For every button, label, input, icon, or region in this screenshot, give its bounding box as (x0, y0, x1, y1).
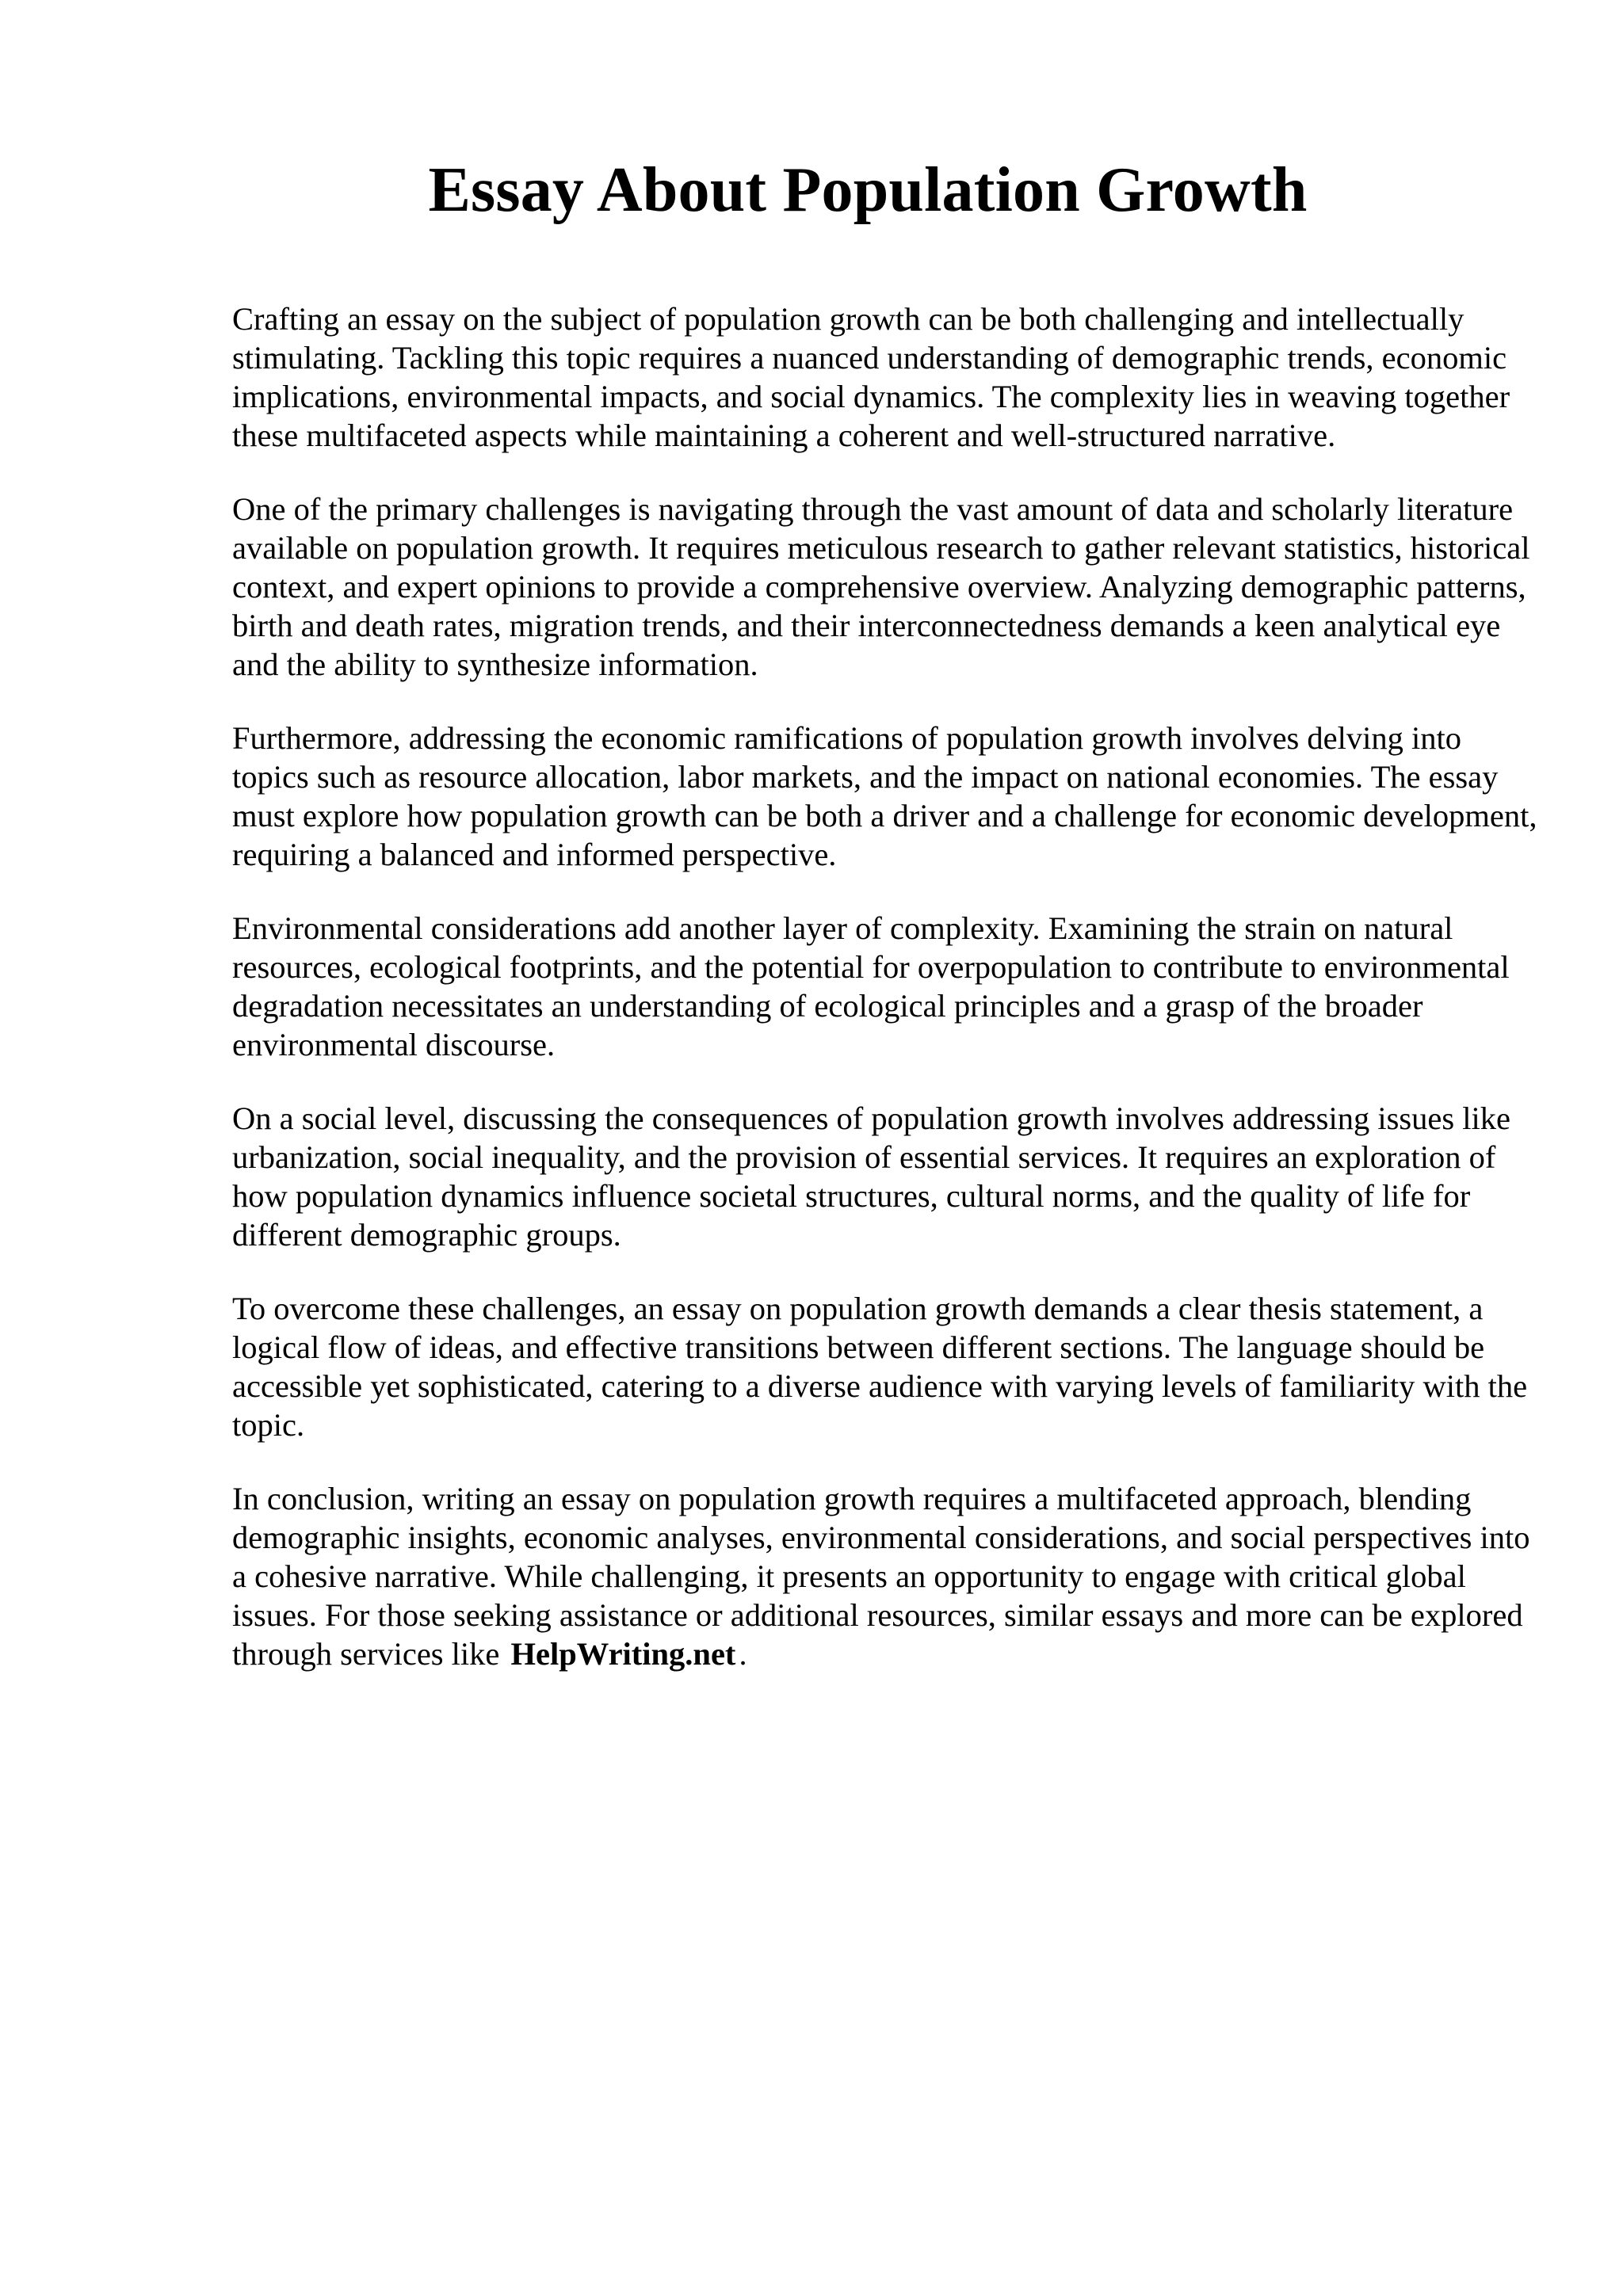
brand-name: HelpWriting.net (510, 1636, 736, 1672)
paragraph-4: Environmental considerations add another layer of complexity. Examining the strain on natural resources, ecological footprints, and the potential for overpopulation to contribute to environmental degradation necessitates an understanding of ecological principles and a grasp of the broader environmental discourse. (232, 910, 1510, 1062)
paragraph-6: To overcome these challenges, an essay on population growth demands a clear thesis statement, a logical flow of ideas, and effective transitions between different sections. The language should be accessible yet sophisticated, catering to a diverse audience with varying levels of familiarity with the topic. (232, 1291, 1528, 1443)
conclusion-paragraph (232, 1479, 1540, 1673)
conclusion-period: . (739, 1636, 747, 1672)
paragraph-2: One of the primary challenges is navigating through the vast amount of data and scholarly literature available on population growth. It requires meticulous research to gather relevant statistics, historical context, and expert opinions to provide a comprehensive overview. Analyzing demographic patterns, birth and death rates, migration trends, and their interconnectedness demands a keen analytical eye and the ability to synthesize information. (232, 491, 1530, 682)
paragraph-3: Furthermore, addressing the economic ramifications of population growth involves delving into topics such as resource allocation, labor markets, and the impact on national economies. The essay must explore how population growth can be both a driver and a challenge for economic development, requiring a balanced and informed perspective. (232, 720, 1537, 872)
conclusion-text: In conclusion, writing an essay on population growth requires a multifaceted approach, blending demographic insights, economic analyses, environmental considerations, and social perspectives into a cohesive narrative. While challenging, it presents an opportunity to engage with critical global issues. For those seeking assistance or additional resources, similar essays and more can be explored through services like (232, 1481, 1530, 1672)
paragraph-1: Crafting an essay on the subject of population growth can be both challenging and intellectually stimulating. Tackling this topic requires a nuanced understanding of demographic trends, economic implications, environmental impacts, and social dynamics. The complexity lies in weaving together these multifaceted aspects while maintaining a coherent and well-structured narrative. (232, 301, 1510, 453)
page-title: Essay About Population Growth (428, 155, 1308, 225)
paragraph-5: On a social level, discussing the consequences of population growth involves addressing issues like urbanization, social inequality, and the provision of essential services. It requires an exploration of how population dynamics influence societal structures, cultural norms, and the quality of life for different demographic groups. (232, 1100, 1510, 1253)
essay-body (232, 299, 1540, 1708)
